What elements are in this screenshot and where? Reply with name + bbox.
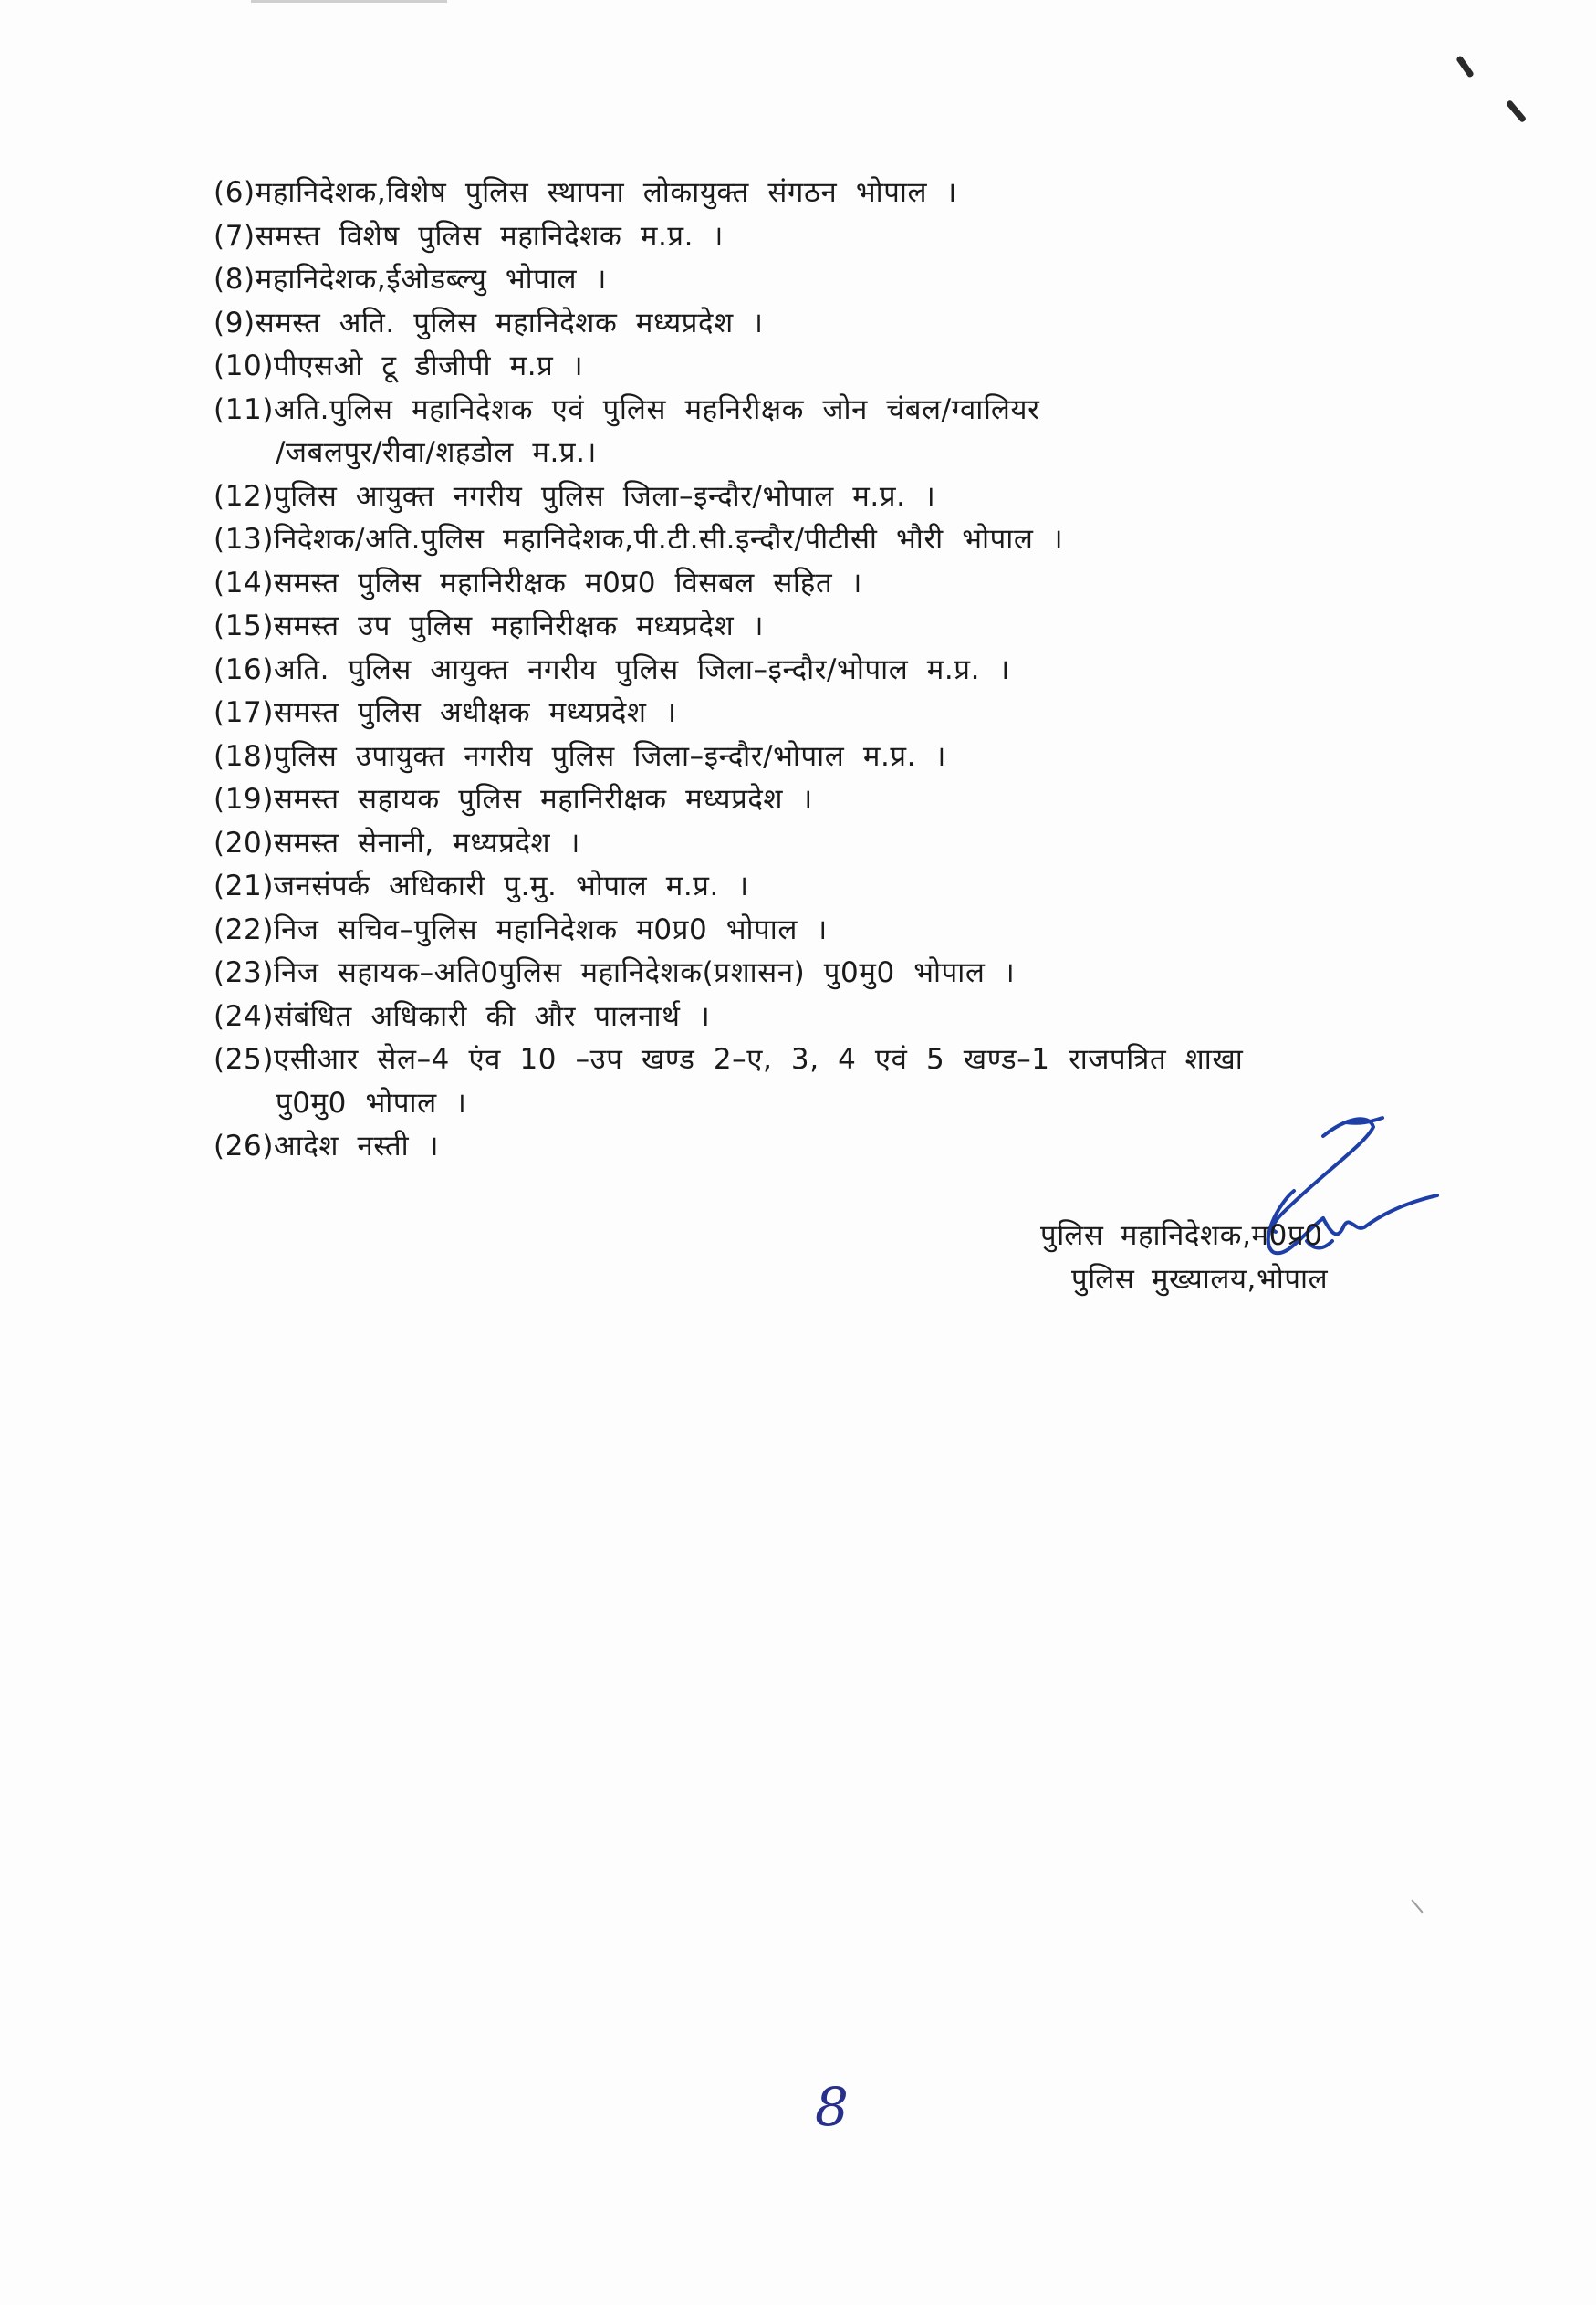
list-item — [214, 302, 1436, 346]
list-item — [214, 518, 1436, 562]
list-item-text — [256, 172, 1436, 215]
list-item-text — [256, 302, 1436, 346]
list-item — [214, 258, 1436, 302]
list-item — [214, 996, 1436, 1039]
list-item — [214, 865, 1436, 909]
list-item-line: समस्त पुलिस अधीक्षक मध्यप्रदेश । — [274, 696, 677, 729]
list-item-continuation: पु0मु0 भोपाल । — [276, 1086, 467, 1120]
list-item-number: (19) — [214, 783, 275, 816]
staple-mark — [1506, 99, 1527, 123]
list-item-number: (14) — [214, 566, 275, 600]
list-item-text — [274, 649, 1436, 693]
list-item — [214, 692, 1436, 735]
signatory-designation: पुलिस महानिदेशक,म0प्र0 — [1040, 1219, 1323, 1252]
signatory-office: पुलिस मुख्यालय,भोपाल — [1071, 1263, 1329, 1296]
list-item-text — [274, 822, 1436, 866]
top-edge-rule — [251, 0, 447, 3]
list-item-text — [274, 996, 1436, 1039]
list-item-line: पीएसओ टू डीजीपी म.प्र । — [274, 349, 584, 382]
list-item-number: (15) — [214, 610, 275, 642]
stray-pen-mark — [1411, 1899, 1423, 1913]
list-item-text — [274, 692, 1436, 735]
list-item-number: (24) — [214, 999, 275, 1033]
list-item-number: (22) — [214, 913, 275, 946]
list-item-number: (16) — [214, 652, 275, 686]
list-item-line: पुलिस आयुक्त नगरीय पुलिस जिला–इन्दौर/भोपाल म.प्र. । — [274, 479, 936, 513]
list-item-number: (8) — [214, 263, 256, 296]
page-number: 8 — [815, 2076, 849, 2138]
list-item-text — [274, 865, 1436, 909]
list-item-text — [274, 518, 1436, 562]
list-item-number: (21) — [214, 870, 275, 902]
list-item-text — [274, 952, 1436, 996]
list-item-text — [274, 909, 1436, 953]
list-item-number: (7) — [214, 219, 256, 253]
list-item-text — [274, 735, 1436, 779]
list-item-number: (9) — [214, 306, 256, 339]
list-item-line: महानिदेशक,ईओडब्ल्यु भोपाल । — [255, 263, 607, 296]
list-item-number: (26) — [214, 1130, 275, 1163]
list-item-line: अति.पुलिस महानिदेशक एवं पुलिस महनिरीक्षक जोन चंबल/ग्वालियर — [274, 392, 1040, 426]
staple-mark — [1455, 55, 1475, 78]
list-item — [214, 822, 1436, 866]
list-item-line: समस्त पुलिस महानिरीक्षक म0प्र0 विसबल सहित । — [274, 566, 863, 600]
list-item — [214, 952, 1436, 996]
list-item — [214, 345, 1436, 389]
list-item-text — [256, 215, 1436, 259]
list-item-text — [256, 258, 1436, 302]
list-item — [214, 562, 1436, 606]
list-item — [214, 215, 1436, 259]
list-item — [214, 735, 1436, 779]
list-item — [214, 649, 1436, 693]
list-item-line: समस्त उप पुलिस महानिरीक्षक मध्यप्रदेश । — [274, 610, 765, 642]
list-item — [214, 389, 1436, 475]
list-item-line: महानिदेशक,विशेष पुलिस स्थापना लोकायुक्त संगठन भोपाल । — [255, 176, 957, 209]
list-item-line: निदेशक/अति.पुलिस महानिदेशक,पी.टी.सी.इन्दौर/पीटीसी भौरी भोपाल । — [274, 523, 1064, 556]
distribution-list — [214, 172, 1436, 1169]
list-item-number: (17) — [214, 696, 275, 729]
list-item-number: (6) — [214, 176, 256, 209]
list-item-number: (13) — [214, 523, 275, 556]
list-item-number: (10) — [214, 349, 275, 382]
list-item — [214, 475, 1436, 519]
list-item-line: आदेश नस्ती । — [274, 1130, 440, 1163]
list-item-number: (25) — [214, 1043, 275, 1076]
list-item-line: जनसंपर्क अधिकारी पु.मु. भोपाल म.प्र. । — [274, 870, 749, 902]
list-item-text — [274, 345, 1436, 389]
list-item-text — [274, 562, 1436, 606]
list-item — [214, 172, 1436, 215]
list-item-line: अति. पुलिस आयुक्त नगरीय पुलिस जिला–इन्दौर/भोपाल म.प्र. । — [274, 652, 1010, 686]
list-item-line: पुलिस उपायुक्त नगरीय पुलिस जिला–इन्दौर/भोपाल म.प्र. । — [274, 739, 946, 773]
list-item-line: समस्त सहायक पुलिस महानिरीक्षक मध्यप्रदेश । — [274, 783, 813, 816]
list-item-number: (18) — [214, 739, 275, 773]
list-item-number: (11) — [214, 392, 275, 426]
list-item-text — [274, 605, 1436, 649]
list-item-line: निज सचिव–पुलिस महानिदेशक म0प्र0 भोपाल । — [274, 913, 828, 946]
list-item-line: समस्त अति. पुलिस महानिदेशक मध्यप्रदेश । — [255, 306, 764, 339]
list-item-line: समस्त विशेष पुलिस महानिदेशक म.प्र. । — [255, 219, 724, 253]
list-item-line: संबंधित अधिकारी की और पालनार्थ । — [274, 999, 711, 1033]
list-item — [214, 909, 1436, 953]
list-item-line: निज सहायक–अति0पुलिस महानिदेशक(प्रशासन) पु0मु0 भोपाल । — [274, 956, 1016, 989]
list-item-line: एसीआर सेल–4 एंव 10 –उप खण्ड 2–ए, 3, 4 एवं 5 खण्ड–1 राजपत्रित शाखा — [274, 1043, 1244, 1076]
signature-block — [1040, 1214, 1442, 1301]
list-item-line: समस्त सेनानी, मध्यप्रदेश । — [274, 826, 581, 860]
list-item-number: (20) — [214, 826, 275, 860]
list-item-text — [274, 778, 1436, 822]
list-item — [214, 605, 1436, 649]
list-item — [214, 778, 1436, 822]
list-item-number: (23) — [214, 956, 275, 989]
list-item-continuation: /जबलपुर/रीवा/शहडोल म.प्र.। — [276, 436, 597, 469]
list-item-text — [274, 475, 1436, 519]
list-item-text — [214, 393, 1436, 475]
list-item-number: (12) — [214, 479, 275, 513]
